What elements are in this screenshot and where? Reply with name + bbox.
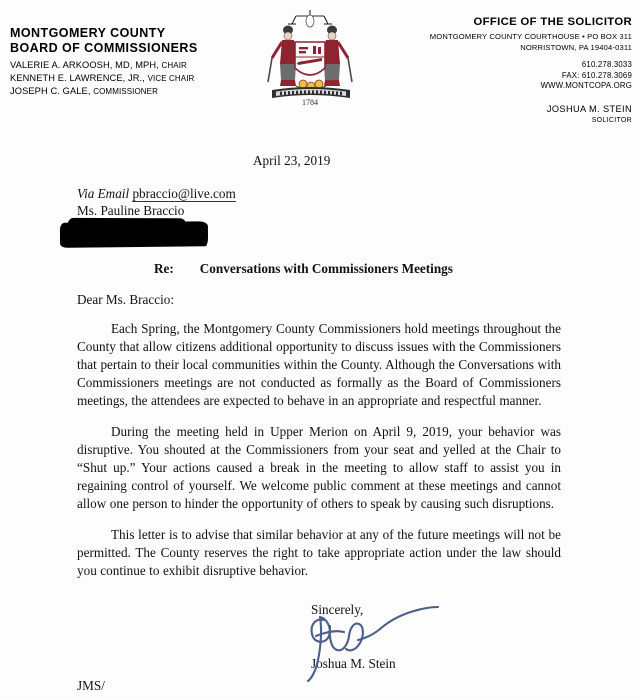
organization-line-2: BOARD OF COMMISSIONERS bbox=[10, 40, 198, 55]
office-address bbox=[382, 32, 632, 53]
commissioner-row bbox=[10, 72, 255, 85]
commissioner-name: VALERIE A. ARKOOSH, MD, MPH, bbox=[10, 60, 159, 70]
seal-year: 1784 bbox=[302, 98, 318, 107]
solicitor-identity bbox=[382, 104, 632, 126]
phone-number: 610.278.3033 bbox=[581, 60, 632, 70]
solicitor-role: SOLICITOR bbox=[591, 116, 632, 124]
subject-line bbox=[154, 261, 453, 277]
letterhead bbox=[0, 0, 640, 125]
commissioner-list bbox=[10, 59, 255, 99]
address-line-1: MONTGOMERY COUNTY COURTHOUSE • PO BOX 311 bbox=[429, 32, 632, 41]
commissioner-row bbox=[10, 85, 255, 98]
salutation: Dear Ms. Braccio: bbox=[77, 292, 175, 307]
commissioner-row bbox=[10, 59, 255, 72]
reference-initials: JMS/ bbox=[77, 678, 105, 693]
organization-line-1: MONTGOMERY COUNTY bbox=[10, 26, 166, 40]
body-paragraph-1: Each Spring, the Montgomery County Commissioners hold meetings throughout the County that allow citizens additional opportunity to discuss issues with the Commissioners that pertain to their local communities within the County. Although the Conversations with Commissioners meetings are not conducted as formally as the Board of Commissioners meetings, the attendees are expected to behave in an appropriate and respectful manner. bbox=[77, 321, 561, 409]
address-line-2: NORRISTOWN, PA 19404-0311 bbox=[520, 42, 632, 52]
website-url[interactable]: WWW.MONTCOPA.ORG bbox=[540, 81, 632, 91]
organization-name bbox=[10, 26, 255, 55]
commissioner-role: CHAIR bbox=[161, 61, 187, 70]
solicitor-name: JOSHUA M. STEIN bbox=[546, 103, 632, 114]
recipient-address-block bbox=[77, 186, 236, 219]
signature-block bbox=[311, 601, 396, 673]
office-title: OFFICE OF THE SOLICITOR bbox=[473, 16, 632, 28]
montgomery-county-seal-icon bbox=[258, 6, 362, 108]
commissioner-role: COMMISSIONER bbox=[93, 87, 158, 97]
recipient-name: Ms. Pauline Braccio bbox=[77, 202, 185, 218]
subject-text: Conversations with Commissioners Meetings bbox=[199, 261, 453, 276]
body-paragraph-3: This letter is to advise that similar behavior at any of the future meetings will not be permitted. The County reserves the right to take appropriate action under the law should you continue to exhibit disruptive behavior. bbox=[77, 527, 561, 579]
solicitor-office-block bbox=[382, 16, 632, 126]
via-email-label: Via Email bbox=[77, 186, 130, 201]
office-contact bbox=[382, 60, 632, 92]
commissioner-role: VICE CHAIR bbox=[147, 74, 195, 84]
letter-date: April 23, 2019 bbox=[253, 153, 331, 168]
commissioner-name: KENNETH E. LAWRENCE, JR., bbox=[10, 73, 145, 84]
board-of-commissioners-block bbox=[10, 26, 255, 99]
body-paragraph-2: During the meeting held in Upper Merion on April 9, 2019, your behavior was disruptive. You shouted at the Commissioners from your seat and yelled at the Chair to “Shut up.” Your actions caused a break in the meeting to allow staff to assist you in regaining control of yourself. We welcome public comment at these meetings and cannot allow one person to hinder the opportunity of others to speak by causing such disruptions. bbox=[77, 424, 561, 512]
subject-label: Re: bbox=[154, 261, 174, 276]
delivery-method-line bbox=[77, 186, 236, 203]
closing-salutation: Sincerely, bbox=[311, 602, 364, 617]
signer-name: Joshua M. Stein bbox=[311, 656, 396, 671]
fax-number: FAX: 610.278.3069 bbox=[561, 70, 632, 80]
recipient-email[interactable]: pbraccio@live.com bbox=[132, 186, 236, 201]
commissioner-name: JOSEPH C. GALE, bbox=[10, 86, 91, 97]
redacted-address-block bbox=[60, 221, 208, 248]
